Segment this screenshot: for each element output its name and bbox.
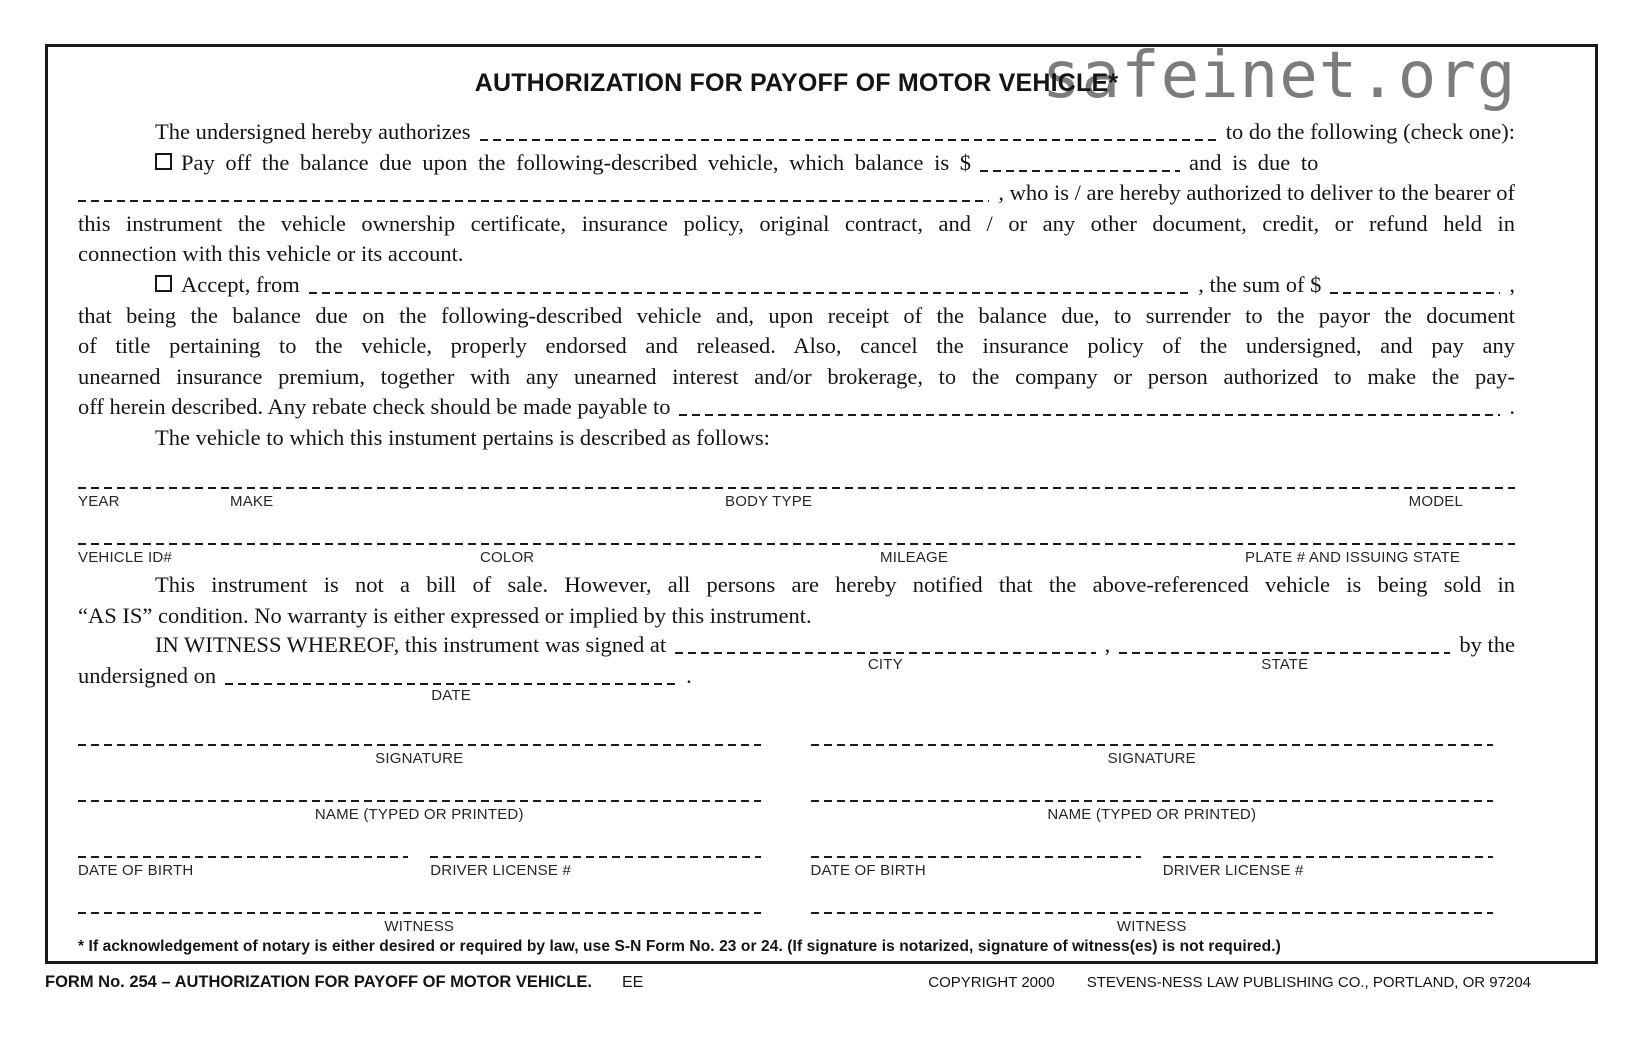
accept-line5-end: . (1509, 394, 1515, 420)
signature-block (78, 737, 1493, 961)
payoff-option-line3: this instrument the vehicle ownership certificate, insurance policy, original contract, and / or any other document, credit, or refund held in (78, 210, 1515, 236)
form-footer (45, 973, 1531, 992)
name-line[interactable] (78, 800, 761, 802)
plate-state-label: PLATE # AND ISSUING STATE (1245, 549, 1461, 566)
payoff-option-line4: connection with this vehicle or its account. (78, 241, 464, 267)
witness-clause-line2 (78, 663, 1515, 705)
signature-line[interactable] (811, 744, 1494, 746)
accept-line2: that being the balance due on the following-described vehicle and, upon receipt of the balance due, to surrender to the payor the document (78, 302, 1515, 328)
witness-line1-tail: by the (1459, 632, 1515, 658)
license-label: DRIVER LICENSE # (430, 862, 571, 879)
accept-line1-end: , (1509, 271, 1515, 297)
as-is-line2: “AS IS” condition. No warranty is either expressed or implied by this instrument. (78, 602, 812, 628)
footer-copyright (928, 974, 1531, 991)
mileage-label: MILEAGE (880, 549, 949, 566)
copyright-text: COPYRIGHT 2000 (928, 974, 1055, 991)
due-to-party-blank[interactable] (78, 180, 989, 200)
name-row (811, 793, 1494, 849)
payoff-line2-tail: , who is / are hereby authorized to deliver to the bearer of (998, 180, 1515, 206)
license-line[interactable] (430, 856, 760, 858)
accept-line3: of title pertaining to the vehicle, properly endorsed and released. Also, cancel the insurance policy of the undersigned, and pay any (78, 333, 1515, 359)
witness-comma: , (1104, 632, 1111, 658)
sum-amount-blank[interactable] (1330, 272, 1500, 292)
vehicle-row2-blank-line[interactable] (78, 543, 1515, 545)
dob-line[interactable] (811, 856, 1141, 858)
dob-license-row (78, 849, 761, 905)
state-blank[interactable] (1119, 632, 1450, 674)
signature-label: SIGNATURE (375, 750, 464, 767)
license-field (1163, 856, 1493, 879)
balance-amount-blank[interactable] (980, 149, 1180, 169)
color-label: COLOR (480, 549, 535, 566)
witness-label: WITNESS (384, 918, 455, 935)
name-line[interactable] (811, 800, 1494, 802)
witness-line[interactable] (811, 912, 1494, 914)
publisher-text: STEVENS-NESS LAW PUBLISHING CO., PORTLAND, OR 97204 (1086, 974, 1531, 991)
dob-label: DATE OF BIRTH (78, 862, 194, 879)
model-label: MODEL (1408, 493, 1463, 510)
accept-checkbox[interactable] (155, 275, 172, 292)
name-row (78, 793, 761, 849)
year-label: YEAR (78, 493, 120, 510)
accept-line5 (78, 392, 1515, 423)
vehicle-intro-line: The vehicle to which this instument pertains is described as follows: (155, 424, 770, 450)
witness-line[interactable] (78, 912, 761, 914)
authorized-party-blank[interactable] (480, 119, 1217, 139)
footer-form-number (45, 973, 643, 992)
name-label: NAME (TYPED OR PRINTED) (1047, 806, 1257, 823)
payoff-line1-tail: and is due to (1188, 149, 1319, 175)
date-blank[interactable] (225, 663, 677, 705)
dob-line[interactable] (78, 856, 408, 858)
vehicle-row-2 (78, 543, 1515, 569)
witness-period: . (686, 663, 692, 689)
license-label: DRIVER LICENSE # (1162, 862, 1304, 879)
footer-form-title: FORM No. 254 – AUTHORIZATION FOR PAYOFF OF MOTOR VEHICLE. (45, 973, 592, 991)
notary-footnote: * If acknowledgement of notary is either desired or required by law, use S-N Form No. 23 or 24. (If signature is notarized, signature of witness(es) is not required.) (78, 938, 1281, 955)
accept-line1-mid: , the sum of $ (1198, 271, 1322, 297)
signature-line[interactable] (78, 744, 761, 746)
accept-option-line1 (78, 270, 1515, 301)
form-title: AUTHORIZATION FOR PAYOFF OF MOTOR VEHICLE* (474, 69, 1119, 97)
date-label: DATE (431, 687, 471, 705)
as-is-line1: This instrument is not a bill of sale. However, all persons are hereby notified that the above-referenced vehicle is being sold in (155, 572, 1515, 597)
license-field (430, 856, 760, 879)
dob-field (811, 856, 1141, 879)
signature-column-left (78, 737, 761, 961)
accept-line1-pre: Accept, from (181, 271, 300, 297)
witness-line2-pre: undersigned on (78, 663, 217, 689)
accept-line5-pre: off herein described. Any rebate check should be made payable to (78, 394, 671, 420)
payoff-option-line1 (78, 148, 1515, 179)
vehicle-row1-labels (78, 493, 1515, 513)
vehicle-row2-labels (78, 549, 1515, 569)
payoff-checkbox[interactable] (155, 153, 172, 170)
state-label: STATE (1261, 656, 1309, 674)
rebate-payable-blank[interactable] (679, 394, 1500, 414)
accept-from-party-blank[interactable] (309, 272, 1190, 292)
license-line[interactable] (1163, 856, 1493, 858)
authorize-lead: The undersigned hereby authorizes (155, 119, 471, 144)
vehicle-id-label: VEHICLE ID# (78, 549, 172, 566)
as-is-paragraph (78, 570, 1515, 631)
make-label: MAKE (230, 493, 274, 510)
city-label: CITY (867, 656, 903, 674)
signature-column-right (811, 737, 1494, 961)
footer-code: EE (621, 974, 644, 991)
vehicle-row-1 (78, 487, 1515, 513)
authorize-tail: to do the following (check one): (1225, 119, 1515, 144)
dob-field (78, 856, 408, 879)
vehicle-row1-blank-line[interactable] (78, 487, 1515, 489)
witness-label: WITNESS (1116, 918, 1187, 935)
form-border-box (45, 39, 1598, 964)
body-type-label: BODY TYPE (725, 493, 813, 510)
watermark-text: safeinet.org (1042, 39, 1517, 113)
payoff-line1-pre: Pay off the balance due upon the following-described vehicle, which balance is $ (181, 149, 971, 175)
signature-row (811, 737, 1494, 793)
city-blank[interactable] (675, 632, 1096, 674)
dob-label: DATE OF BIRTH (810, 862, 926, 879)
name-label: NAME (TYPED OR PRINTED) (314, 806, 524, 823)
signature-label: SIGNATURE (1107, 750, 1196, 767)
witness-line1-pre: IN WITNESS WHEREOF, this instrument was signed at (155, 632, 667, 658)
form-body-text (78, 117, 1515, 454)
dob-license-row (811, 849, 1494, 905)
payoff-option-line2 (78, 178, 1515, 209)
accept-line4: unearned insurance premium, together with any unearned interest and/or brokerage, to the company or person authorized to make the pay- (78, 363, 1515, 389)
signature-row (78, 737, 761, 793)
witness-clause-line1 (78, 632, 1515, 674)
authorize-line (78, 117, 1515, 148)
